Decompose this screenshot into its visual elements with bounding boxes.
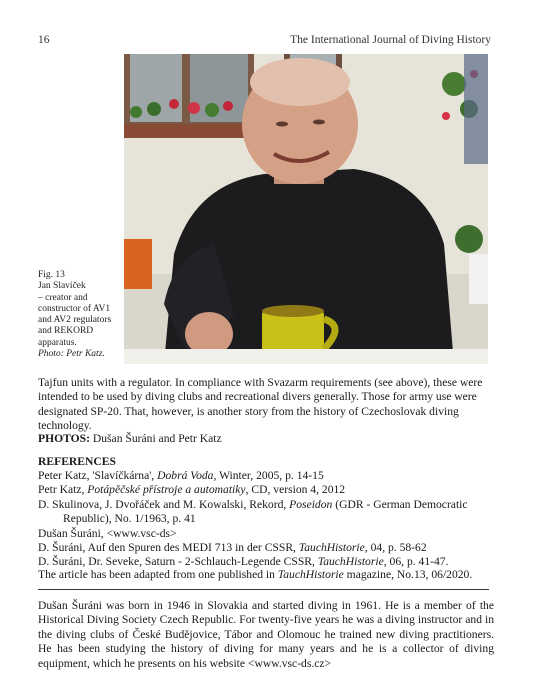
reference-item: D. Skulinova, J. Dvořáček and M. Kowalski, Rekord, Poseidon (GDR - German Democratic Republic), No. 1/1963, p. 41	[38, 497, 468, 526]
caption-line: apparatus.	[38, 337, 77, 348]
caption-line: and AV2 regulators	[38, 315, 112, 326]
caption-line: constructor of AV1	[38, 303, 111, 314]
photos-names: Dušan Šuráni and Petr Katz	[89, 432, 222, 445]
reference-item: Petr Katz, Potápěčské přístroje a automatiky, CD, version 4, 2012	[38, 483, 346, 497]
figure-number: Fig. 13	[38, 270, 65, 280]
references-heading: REFERENCES	[38, 455, 116, 468]
body-paragraph: Tajfun units with a regulator. In compliance with Svazarm requirements (see above), these were intended to be used by diving clubs and recreational divers generally. Those for army use were designated SP-20. That, however, is another story from the history of Czechoslovak diving technology.	[38, 376, 483, 433]
photos-credit-line	[38, 432, 494, 446]
author-bio: Dušan Šuráni was born in 1946 in Slovakia and started diving in 1961. He is a member of the Historical Diving Society Czech Republic. For twenty-five years he was a diving instructor and in the diving clubs of České Budějovice, Tábor and Olomouc he trained new diving practitioners. He has been studying the history of diving for many years and he is a collector of diving equipment, which he presents on his website <www.vsc-ds.cz>	[38, 599, 494, 670]
page-header	[38, 34, 491, 48]
portrait-photo	[124, 54, 488, 364]
caption-line: – creator and	[38, 292, 88, 303]
adaptation-note: The article has been adapted from one published in TauchHistorie magazine, No.13, 06/2020.	[38, 568, 473, 581]
page-number: 16	[38, 34, 50, 46]
caption-line: and REKORD	[38, 326, 94, 337]
reference-item: D. Šuráni, Auf den Spuren des MEDI 713 in der CSSR, TauchHistorie, 04, p. 58-62	[38, 541, 427, 555]
figure-caption	[38, 270, 120, 360]
journal-title: The International Journal of Diving History	[290, 34, 491, 46]
photo-credit: Photo: Petr Katz.	[38, 349, 105, 360]
caption-line: Jan Slavíček	[38, 281, 86, 292]
reference-item: Dušan Šuráni, <www.vsc-ds>	[38, 526, 177, 540]
reference-item: Peter Katz, 'Slavíčkárna', Dobrá Voda, Winter, 2005, p. 14-15	[38, 469, 324, 482]
reference-item: D. Šuráni, Dr. Seveke, Saturn - 2-Schlauch-Legende CSSR, TauchHistorie, 06, p. 41-47.	[38, 555, 449, 569]
photos-label: PHOTOS:	[38, 432, 90, 445]
references-list	[38, 469, 494, 570]
divider	[38, 589, 489, 590]
